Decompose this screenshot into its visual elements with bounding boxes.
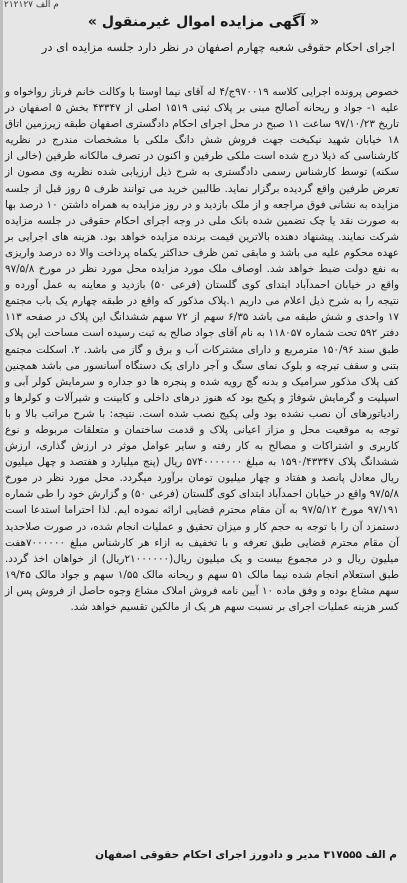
notice-body: خصوص پرونده اجرایی کلاسه ۹۷۰۰۱۹ج/۴ له آقای نیما اوستا با وکالت خانم فرناز رواخواه و علیه ۱- جواد و ریحانه آصالح مبنی بر پلاک ثبتی ۱۵۱۹ اصلی از ۴۳۳۴۷ بخش ۵ اصفهان در تاریخ ۹۷/۱۰/۲۳ ساعت ۱۱ صبح در محل اجرای احکام دادگستری اصفهان طبقه زیرزمین اتاق ۱۸ خیابان شهید نیکبخت جهت فروش شش دانگ ملکی با مشخصات مندرج در نظریه کارشناسی که ذیلا درج شده است ملکی طرفین و اکنون در تصرف مالکانه طرفین (خالی از سکنه) توسط کارشناس رسمی دادگستری به شرح ذیل ارزیابی شده نظریه وی مصون از تعرض طرفین واقع گردیده برگزار نماید. طالبین خرید می توانند ظرف ۵ روز قبل از جلسه مزایده به نشانی فوق مراجعه و از ملک بازدید و در روز مزایده به همراه داشتن ۱۰ درصد بها به صورت نقد یا چک تضمین شده بانک ملی در وجه اجرای احکام حقوقی در جلسه مزایده شرکت نمایند. پیشنهاد دهنده بالاترین قیمت برنده مزایده خواهد بود. هزینه های اجرایی بر عهده محکوم علیه می باشد و مابقی ثمن ظرف حداکثر یکماه پرداخت والا ده درصد واریزی به نفع دولت ضبط خواهد شد. اوصاف ملک مورد مزایده محل مورد نظر در مورخ ۹۷/۵/۸ واقع در خیابان احمدآباد ابتدای کوی گلستان (فرعی ۵۰) بازدید و معاینه به عمل آورده و نتیجه را به شرح ذیل اعلام می داریم ۱.پلاک مذکور که واقع در طبقه چهارم یک باب مجتمع ۱۷ واحدی و شش طبقه می باشد ۶/۳۵ سهم از ۷۲ سهم ششدانگ این پلاک در صفحه ۱۱۳ دفتر ۵۹۲ تحت شماره ۱۱۸۰۵۷ به نام آقای جواد صالح به ثبت رسیده است مساحت این پلاک طبق سند ۱۵۰/۹۶ مترمربع و دارای مشترکات آب و برق و گاز می باشد. ۲. اسکلت مجتمع بتنی و سقف تیرچه و بلوک نمای سنگ و آجر دارای یک دستگاه آسانسور می باشد همچنین کف پلاک مذکور سرامیک و بدنه گچ رویه شده و پنجره ها دو جداره و سرمایش کولر آبی و اسپلیت و گرمایش شوفاژ و پکیج بود که هنوز درهای داخلی و کابینت و شیرآلات و کولرها و رادیاتورهای آن نصب نشده بود ولی پکیج نصب شده است. نتیجه: با شرح مراتب بالا و با توجه به موقعیت محل و مزاز اعیانی پلاک و قدمت ساختمان و متعلقات مربوطه و نوع کاربری و اشتراکات و مصالح به کار رفته و سایر عوامل موثر در ارزش گذاری، ارزش ششدانگ پلاک ۱۵۹۰/۴۳۳۴۷ به مبلغ ۵۷۴۰۰۰۰۰۰۰ ریال (پنج میلیارد و هفتصد و چهل میلیون ریال معادل پانصد و هفتاد و چهار میلیون تومان برآورد میگردد. محل مورد نظر در مورخ ۹۷/۵/۸ واقع در خیابان احمدآباد ابتدای کوی گلستان (فرعی ۵۰) و گزارش خود را طی شماره ۹۷/۱۹۱ مورخ ۹۷/۵/۱۲ به آن مقام محترم قضایی ارائه نموده ایم. لذا احتراما استدعا است دستمزد آن را با توجه به حجم کار و میزان تحقیق و عملیات انجام شده، در صورت صلاحدید آن مقام محترم قضایی طبق تعرفه و با تخفیف به ازاء هر کارشناس مبلغ ۷۰۰۰۰۰۰هفت میلیون ریال و در مجموع بیست و یک میلیون ریال(۲۱۰۰۰۰۰۰ریال) از خواهان اخذ گردد. طبق استعلام انجام شده نیما مالک ۵۱ سهم و ریحانه مالک ۱/۵۵ سهم و جواد مالک ۱۹/۴۵ سهم مشاع بوده و وفق ماده ۱۰ آیین نامه فروش املاک مشاع وجوه حاصل از فروش پس از کسر هزینه عملیات اجرای بر نسبت سهم هر یک از مالکین تقسیم خواهد شد. <box>5 86 400 613</box>
notice-signature: م الف ۳۱۷۵۵۵ مدیر و دادورز اجرای احکام حقوقی اصفهان <box>95 849 397 861</box>
page-edge-divider <box>0 0 3 883</box>
corner-reference-code: م الف ۲۱۲۱۲۷ <box>4 0 59 10</box>
notice-intro-line: اجرای احکام حقوقی شعبه چهارم اصفهان در نظر دارد جلسه مزایده ای در <box>41 40 395 54</box>
notice-title: « آگهی مزایده اموال غیرمنقول » <box>87 14 320 30</box>
